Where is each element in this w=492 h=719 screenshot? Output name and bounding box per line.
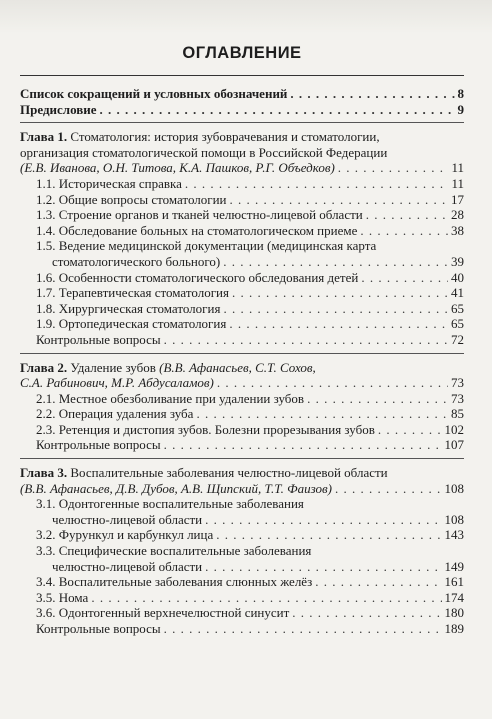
toc-entry-1-4[interactable] xyxy=(20,223,464,239)
entry-label: 1.2. Общие вопросы стоматологии xyxy=(36,191,227,207)
toc-entry-3-6[interactable] xyxy=(20,605,464,621)
chapter-authors: (Е.В. Иванова, О.Н. Титова, К.А. Пашков, Р.Г. Объедков) xyxy=(20,160,335,176)
leader-dots xyxy=(185,176,449,192)
entry-label: 3.3. Специфические воспалительные заболевания xyxy=(36,543,312,559)
entry-page: 11 xyxy=(451,175,464,191)
chapter-authors: (В.В. Афанасьев, Д.В. Дубов, А.В. Щипский, Т.Т. Фаизов) xyxy=(20,480,332,496)
leader-dots xyxy=(223,301,448,317)
leader-dots xyxy=(164,437,442,453)
toc-page xyxy=(20,0,464,637)
toc-entry-3-1[interactable] xyxy=(20,496,464,527)
toc-entry-3-questions[interactable] xyxy=(20,621,464,637)
entry-label: 1.9. Ортопедическая стоматология xyxy=(36,316,227,332)
entry-label: 3.5. Нома xyxy=(36,589,89,605)
section-rule xyxy=(20,122,464,123)
chapter-1-authors xyxy=(20,160,464,176)
leader-dots xyxy=(216,527,441,543)
toc-entry-2-1[interactable] xyxy=(20,391,464,407)
toc-entry-1-7[interactable] xyxy=(20,285,464,301)
entry-label: Контрольные вопросы xyxy=(36,621,161,636)
entry-page: 9 xyxy=(457,101,464,117)
toc-entry-2-2[interactable] xyxy=(20,406,464,422)
chapter-title: Стоматология: история зубоврачевания и стоматологии, xyxy=(67,129,380,145)
entry-label: 2.1. Местное обезболивание при удалении зубов xyxy=(36,390,305,406)
toc-entry-1-2[interactable] xyxy=(20,192,464,208)
chapter-number: Глава 2. xyxy=(20,359,68,375)
chapter-1-heading[interactable] xyxy=(20,129,464,160)
toc-entry-1-5[interactable] xyxy=(20,238,464,269)
entry-page: 108 xyxy=(444,511,464,527)
leader-dots xyxy=(164,332,448,348)
entry-label: 3.2. Фурункул и карбункул лица xyxy=(36,527,214,543)
leader-dots xyxy=(366,207,448,223)
toc-entry-abbreviations[interactable] xyxy=(20,86,464,102)
leader-dots xyxy=(378,422,442,438)
chapter-title-cont: организация стоматологической помощи в Российской Федерации xyxy=(20,144,388,160)
leader-dots xyxy=(205,512,441,528)
leader-dots xyxy=(100,102,455,118)
toc-entry-3-2[interactable] xyxy=(20,527,464,543)
entry-label: 1.8. Хирургическая стоматология xyxy=(36,300,221,316)
entry-page: 40 xyxy=(451,269,464,285)
leader-dots xyxy=(229,316,448,332)
entry-label: Список сокращений и условных обозначений xyxy=(20,86,288,101)
entry-label: 3.1. Одонтогенные воспалительные заболевания xyxy=(36,496,304,512)
leader-dots xyxy=(205,559,441,575)
leader-dots xyxy=(360,223,448,239)
leader-dots xyxy=(232,285,448,301)
entry-page: 85 xyxy=(451,406,464,422)
entry-label: 3.4. Воспалительные заболевания слюнных желёз xyxy=(36,574,313,590)
chapter-number: Глава 3. xyxy=(20,465,68,481)
leader-dots xyxy=(217,375,448,391)
entry-page: 102 xyxy=(444,421,464,437)
entry-page: 65 xyxy=(451,300,464,316)
entry-label: Контрольные вопросы xyxy=(36,437,161,453)
chapter-title: Удаление зубов xyxy=(67,359,160,375)
entry-label: 1.1. Историческая справка xyxy=(36,175,182,191)
entry-label: 2.3. Ретенция и дистопия зубов. Болезни прорезывания зубов xyxy=(36,421,375,437)
entry-page: 143 xyxy=(444,527,464,543)
entry-page: 174 xyxy=(444,589,464,605)
entry-page: 11 xyxy=(451,160,464,176)
entry-label: 1.7. Терапевтическая стоматология xyxy=(36,285,229,301)
leader-dots xyxy=(292,605,441,621)
entry-label-cont: челюстно-лицевой области xyxy=(52,511,203,527)
toc-entry-1-9[interactable] xyxy=(20,316,464,332)
chapter-3-authors xyxy=(20,481,464,497)
toc-entry-2-questions[interactable] xyxy=(20,437,464,453)
entry-page: 41 xyxy=(451,285,464,301)
toc-entry-3-3[interactable] xyxy=(20,543,464,574)
toc-entry-3-5[interactable] xyxy=(20,590,464,606)
page-title: ОГЛАВЛЕНИЕ xyxy=(182,44,302,62)
chapter-authors: (В.В. Афанасьев, С.Т. Сохов, xyxy=(159,359,316,375)
entry-label: Контрольные вопросы xyxy=(36,331,161,347)
toc-entry-1-8[interactable] xyxy=(20,301,464,317)
leader-dots xyxy=(196,406,448,422)
entry-page: 73 xyxy=(451,390,464,406)
toc-entry-1-6[interactable] xyxy=(20,270,464,286)
entry-label: 3.6. Одонтогенный верхнечелюстной синусит xyxy=(36,605,290,621)
leader-dots xyxy=(164,621,442,637)
section-rule xyxy=(20,353,464,354)
chapter-title: Воспалительные заболевания челюстно-лицевой области xyxy=(67,465,388,481)
entry-page: 39 xyxy=(451,253,464,269)
entry-page: 73 xyxy=(451,375,464,391)
entry-page: 72 xyxy=(451,331,464,347)
leader-dots xyxy=(335,481,442,497)
section-rule xyxy=(20,458,464,459)
entry-page: 38 xyxy=(451,222,464,238)
entry-page: 108 xyxy=(444,480,464,496)
entry-page: 8 xyxy=(457,86,464,101)
entry-label-cont: стоматологического больного) xyxy=(52,253,221,269)
toc-entry-1-questions[interactable] xyxy=(20,332,464,348)
entry-page: 107 xyxy=(444,437,464,453)
entry-page: 17 xyxy=(451,191,464,207)
entry-label: 2.2. Операция удаления зуба xyxy=(36,406,194,422)
leader-dots xyxy=(361,270,448,286)
leader-dots xyxy=(338,160,449,176)
toc-entry-2-3[interactable] xyxy=(20,422,464,438)
leader-dots xyxy=(91,590,441,606)
chapter-number: Глава 1. xyxy=(20,129,68,145)
chapter-3-heading[interactable] xyxy=(20,465,464,481)
toc-entry-preface[interactable] xyxy=(20,102,464,118)
toc-entry-3-4[interactable] xyxy=(20,574,464,590)
entry-label: 1.3. Строение органов и тканей челюстно-лицевой области xyxy=(36,207,363,223)
leader-dots xyxy=(223,254,448,270)
leader-dots xyxy=(230,192,449,208)
entry-label: 1.5. Ведение медицинской документации (медицинская карта xyxy=(36,238,377,254)
chapter-2-heading[interactable] xyxy=(20,360,464,376)
leader-dots xyxy=(315,574,441,590)
leader-dots xyxy=(290,86,454,102)
entry-label: 1.6. Особенности стоматологического обследования детей xyxy=(36,269,359,285)
entry-page: 189 xyxy=(444,621,464,636)
chapter-authors-cont: С.А. Рабинович, М.Р. Абдусаламов) xyxy=(20,375,214,391)
entry-label: Предисловие xyxy=(20,101,97,117)
entry-page: 149 xyxy=(444,558,464,574)
entry-page: 161 xyxy=(444,574,464,590)
toc-entry-1-1[interactable] xyxy=(20,176,464,192)
entry-label-cont: челюстно-лицевой области xyxy=(52,558,203,574)
entry-page: 65 xyxy=(451,316,464,332)
toc-entry-1-3[interactable] xyxy=(20,207,464,223)
leader-dots xyxy=(307,391,448,407)
entry-label: 1.4. Обследование больных на стоматологическом приеме xyxy=(36,222,358,238)
title-divider xyxy=(20,75,464,76)
entry-page: 28 xyxy=(451,207,464,223)
chapter-2-authors xyxy=(20,375,464,391)
entry-page: 180 xyxy=(444,605,464,621)
